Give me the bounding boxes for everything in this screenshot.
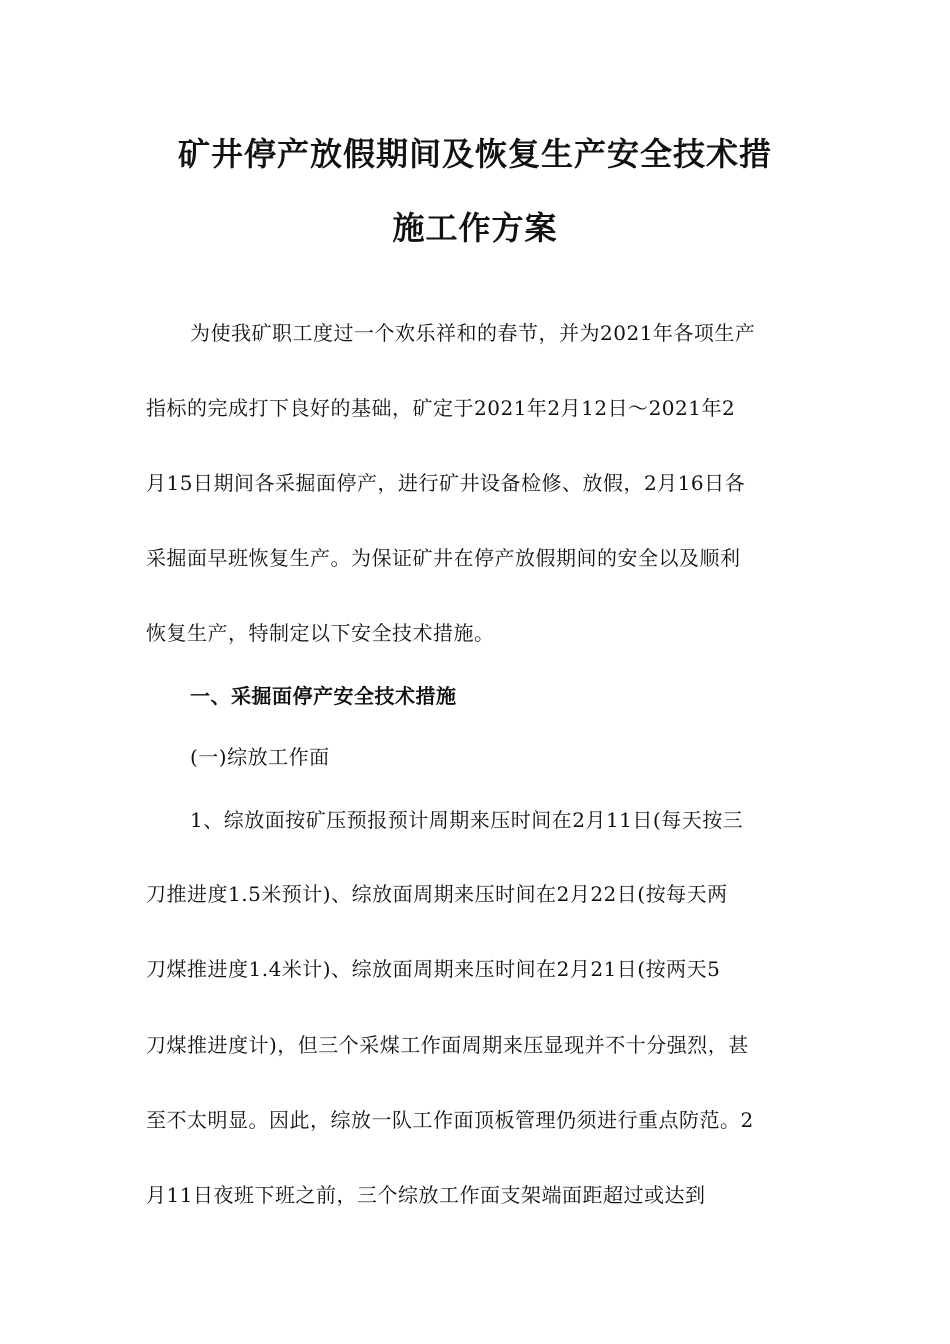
paragraph-line: 至不太明显。因此，综放一队工作面顶板管理仍须进行重点防范。2 [146, 1108, 754, 1132]
paragraph-line: 为使我矿职工度过一个欢乐祥和的春节，并为2021年各项生产 [190, 321, 756, 345]
paragraph-line: 刀煤推进度1.4米计)、综放面周期来压时间在2月21日(按两天5 [146, 957, 721, 981]
paragraph-line: 1、综放面按矿压预报预计周期来压时间在2月11日(每天按三 [190, 808, 744, 832]
paragraph-line: 月15日期间各采掘面停产，进行矿井设备检修、放假，2月16日各 [146, 471, 746, 495]
paragraph-line: 刀推进度1.5米预计)、综放面周期来压时间在2月22日(按每天两 [146, 882, 728, 906]
paragraph-line: 月11日夜班下班之前，三个综放工作面支架端面距超过或达到 [146, 1183, 706, 1207]
paragraph-line: 恢复生产，特制定以下安全技术措施。 [146, 621, 495, 645]
document-title-line-1: 矿井停产放假期间及恢复生产安全技术措 [177, 135, 772, 173]
paragraph-line: 指标的完成打下良好的基础，矿定于2021年2月12日～2021年2 [146, 396, 736, 420]
subsection-heading: (一)综放工作面 [190, 745, 330, 769]
section-heading: 一、采掘面停产安全技术措施 [190, 684, 457, 708]
paragraph-line: 采掘面早班恢复生产。为保证矿井在停产放假期间的安全以及顺利 [146, 546, 741, 570]
paragraph-line: 刀煤推进度计)，但三个采煤工作面周期来压显现并不十分强烈，甚 [146, 1033, 749, 1057]
document-title-line-2: 施工作方案 [392, 209, 558, 247]
